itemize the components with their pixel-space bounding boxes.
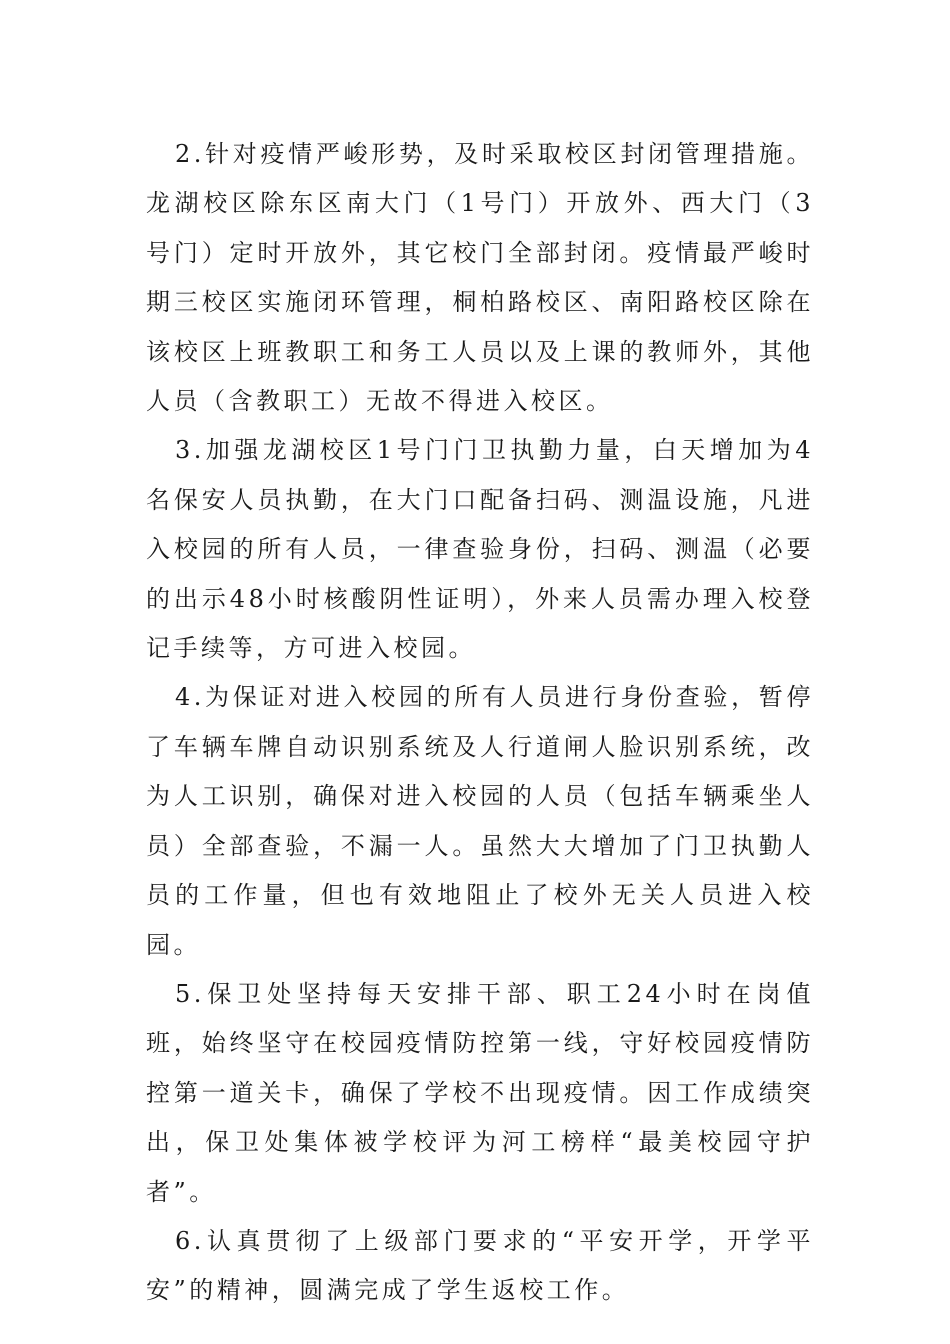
paragraph-6: 6.认真贯彻了上级部门要求的“平安开学，开学平安”的精神，圆满完成了学生返校工作。 bbox=[146, 1226, 814, 1305]
paragraph-5: 5.保卫处坚持每天安排干部、职工24小时在岗值班，始终坚守在校园疫情防控第一线，守好校园疫情防控第一道关卡，确保了学校不出现疫情。因工作成绩突出，保卫处集体被学校评为河工榜样“最美校园守护者”。 bbox=[146, 979, 814, 1206]
document-body bbox=[146, 130, 814, 1316]
paragraph-3: 3.加强龙湖校区1号门门卫执勤力量，白天增加为4名保安人员执勤，在大门口配备扫码、测温设施，凡进入校园的所有人员，一律查验身份，扫码、测温（必要的出示48小时核酸阴性证明），外来人员需办理入校登记手续等，方可进入校园。 bbox=[146, 436, 814, 663]
paragraph-2: 2.针对疫情严峻形势，及时采取校区封闭管理措施。龙湖校区除东区南大门（1号门）开放外、西大门（3号门）定时开放外，其它校门全部封闭。疫情最严峻时期三校区实施闭环管理，桐柏路校区、南阳路校区除在该校区上班教职工和务工人员以及上课的教师外，其他人员（含教职工）无故不得进入校区。 bbox=[146, 140, 814, 416]
paragraph-4: 4.为保证对进入校园的所有人员进行身份查验，暂停了车辆车牌自动识别系统及人行道闸人脸识别系统，改为人工识别，确保对进入校园的人员（包括车辆乘坐人员）全部查验，不漏一人。虽然大大增加了门卫执勤人员的工作量，但也有效地阻止了校外无关人员进入校园。 bbox=[146, 683, 814, 959]
